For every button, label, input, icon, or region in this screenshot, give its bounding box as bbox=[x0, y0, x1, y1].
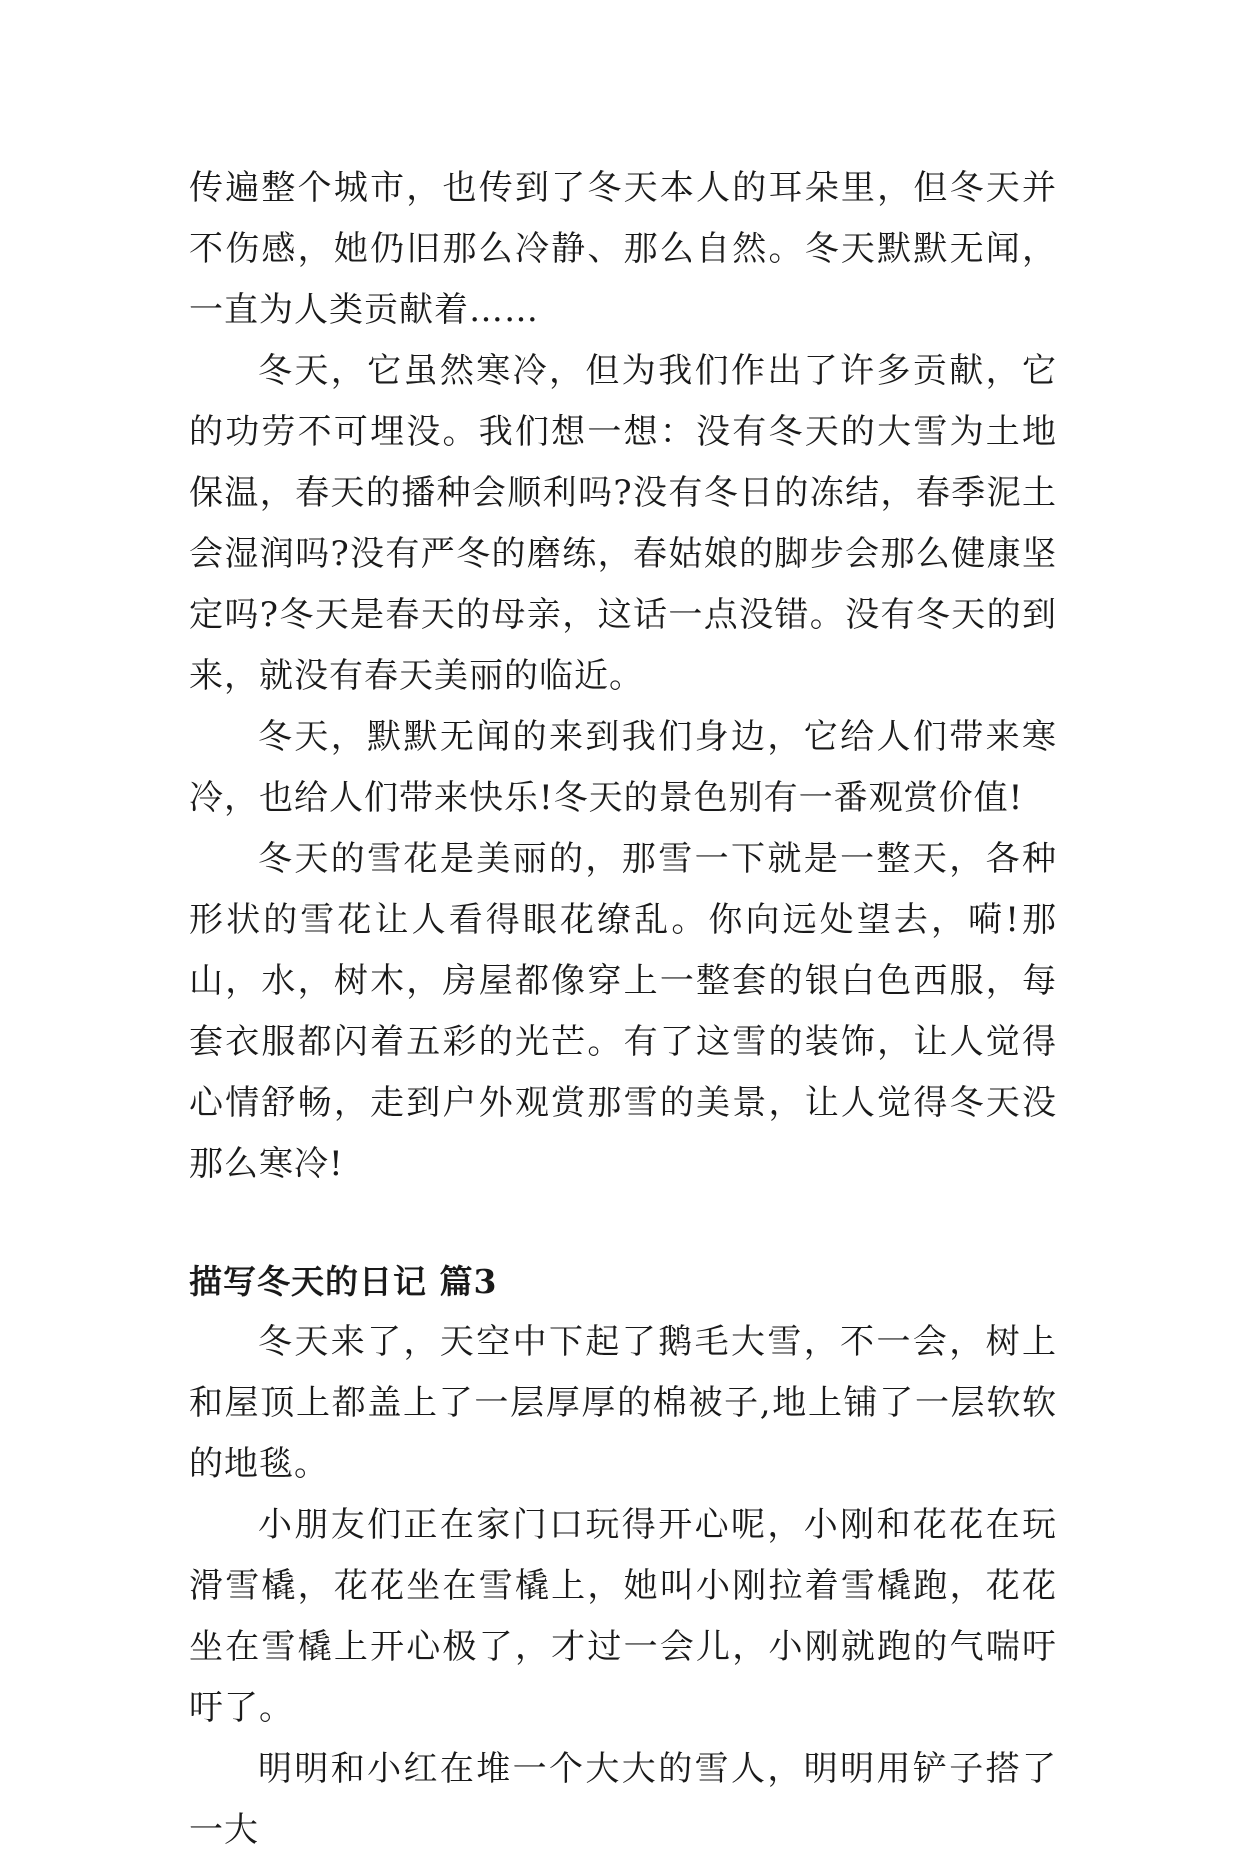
paragraph: 冬天，它虽然寒冷，但为我们作出了许多贡献，它的功劳不可埋没。我们想一想：没有冬天的大雪为土地保温，春天的播种会顺利吗?没有冬日的冻结，春季泥土会湿润吗?没有严冬的磨练，春姑娘的脚步会那么健康坚定吗?冬天是春天的母亲，这话一点没错。没有冬天的到来，就没有春天美丽的临近。 bbox=[189, 351, 1057, 696]
paragraph: 冬天来了，天空中下起了鹅毛大雪，不一会，树上和屋顶上都盖上了一层厚厚的棉被子,地上铺了一层软软的地毯。 bbox=[189, 1322, 1057, 1484]
paragraph: 传遍整个城市，也传到了冬天本人的耳朵里，但冬天并不伤感，她仍旧那么冷静、那么自然。冬天默默无闻，一直为人类贡献着…… bbox=[189, 168, 1057, 330]
section-heading: 描写冬天的日记 篇3 bbox=[189, 1262, 498, 1301]
document-body bbox=[189, 158, 1057, 1861]
paragraph: 明明和小红在堆一个大大的雪人，明明用铲子搭了一大 bbox=[189, 1749, 1057, 1850]
paragraph: 冬天的雪花是美丽的，那雪一下就是一整天，各种形状的雪花让人看得眼花缭乱。你向远处望去，嗬!那山，水，树木，房屋都像穿上一整套的银白色西服，每套衣服都闪着五彩的光芒。有了这雪的装饰，让人觉得心情舒畅，走到户外观赏那雪的美景，让人觉得冬天没那么寒冷! bbox=[189, 839, 1057, 1184]
paragraph: 小朋友们正在家门口玩得开心呢，小刚和花花在玩滑雪橇，花花坐在雪橇上，她叫小刚拉着雪橇跑，花花坐在雪橇上开心极了，才过一会儿，小刚就跑的气喘吁吁了。 bbox=[189, 1505, 1057, 1728]
paragraph: 冬天，默默无闻的来到我们身边，它给人们带来寒冷，也给人们带来快乐!冬天的景色别有一番观赏价值! bbox=[189, 717, 1057, 818]
